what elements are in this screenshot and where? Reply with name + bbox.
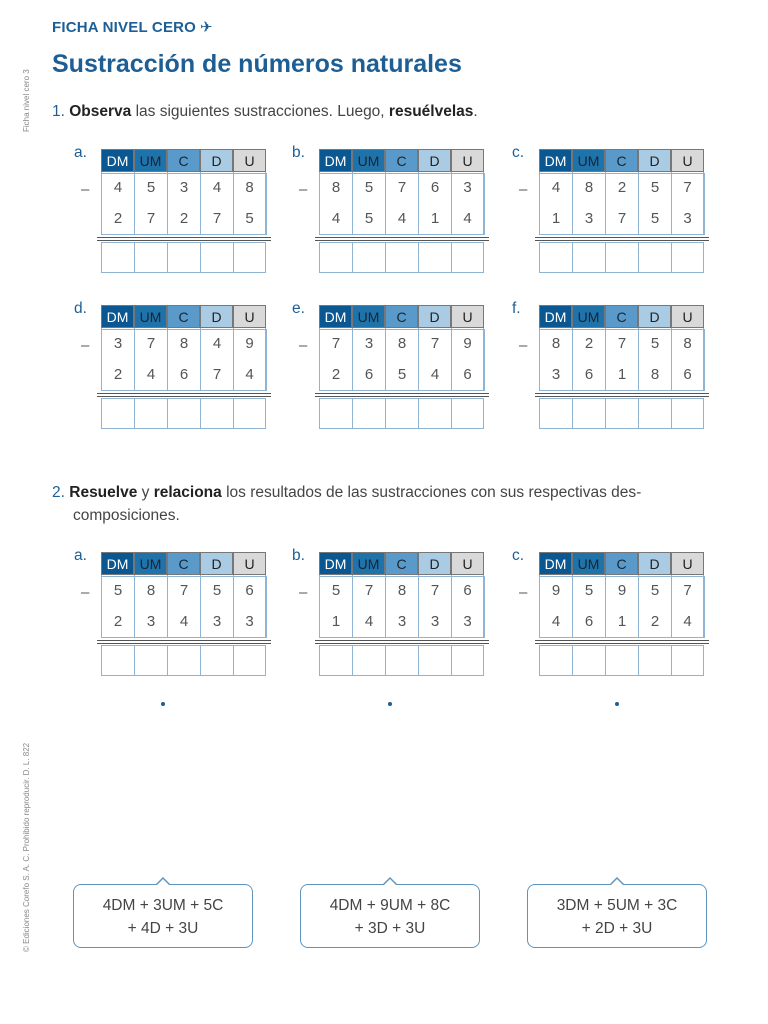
minus-sign: – [519, 584, 528, 601]
subtrahend-digit: 2 [319, 359, 352, 390]
minuend-digit: 3 [352, 328, 385, 359]
place-header-c: C [167, 552, 200, 575]
minus-sign: – [519, 337, 528, 354]
minus-sign: – [81, 584, 90, 601]
answer-cell[interactable] [352, 399, 385, 428]
minuend-digit: 3 [101, 328, 134, 359]
minuend-digit: 5 [572, 575, 605, 606]
exercise-letter: a. [74, 547, 87, 564]
place-header-d: D [418, 149, 451, 172]
place-header-u: U [233, 552, 266, 575]
q1-bold-2: resuélvelas [388, 103, 474, 120]
exercise-letter: e. [292, 300, 305, 317]
q2-text-1: y [137, 484, 154, 501]
place-header-um: UM [352, 552, 385, 575]
minuend-digit: 9 [233, 328, 266, 359]
place-header-dm: DM [101, 305, 134, 328]
answer-cell[interactable] [167, 243, 200, 272]
place-header-dm: DM [319, 305, 352, 328]
answer-cell[interactable] [539, 646, 572, 675]
minus-sign: – [81, 181, 90, 198]
place-header-u: U [671, 552, 704, 575]
question-number: 1. [52, 103, 65, 120]
answer-row [319, 398, 484, 429]
subtrahend-digit: 4 [352, 606, 385, 637]
match-dot-b[interactable] [388, 702, 392, 706]
decomposition-box[interactable] [300, 884, 480, 948]
answer-cell[interactable] [605, 646, 638, 675]
answer-cell[interactable] [671, 646, 704, 675]
subtrahend-digit: 7 [134, 203, 167, 234]
minuend-digit: 7 [319, 328, 352, 359]
minuend-digit: 8 [572, 172, 605, 203]
place-header-c: C [167, 149, 200, 172]
subtrahend-digit: 1 [319, 606, 352, 637]
result-line [535, 640, 709, 644]
answer-cell[interactable] [134, 243, 167, 272]
place-header-d: D [418, 552, 451, 575]
minuend-digit: 2 [605, 172, 638, 203]
answer-cell[interactable] [167, 399, 200, 428]
minuend-digit: 9 [539, 575, 572, 606]
place-header-um: UM [572, 149, 605, 172]
subtrahend-digit: 5 [233, 203, 266, 234]
answer-cell[interactable] [233, 646, 266, 675]
place-header-um: UM [572, 305, 605, 328]
subtrahend-digit: 5 [385, 359, 418, 390]
answer-cell[interactable] [539, 243, 572, 272]
subtrahend-digit: 3 [451, 606, 484, 637]
exercise-letter: f. [512, 300, 521, 317]
minuend-digit: 6 [418, 172, 451, 203]
subtrahend-digit: 2 [638, 606, 671, 637]
exercise-letter: c. [512, 547, 525, 564]
answer-cell[interactable] [385, 646, 418, 675]
subtrahend-digit: 2 [101, 203, 134, 234]
minuend-digit: 2 [572, 328, 605, 359]
answer-row [539, 398, 704, 429]
answer-row [539, 645, 704, 676]
place-header-dm: DM [319, 552, 352, 575]
place-header-c: C [385, 552, 418, 575]
minuend-digit: 4 [539, 172, 572, 203]
answer-cell[interactable] [638, 399, 671, 428]
minuend-digit: 7 [385, 172, 418, 203]
place-header-u: U [233, 149, 266, 172]
match-dot-a[interactable] [161, 702, 165, 706]
minuend-digit: 4 [200, 172, 233, 203]
place-header-d: D [418, 305, 451, 328]
answer-row [101, 645, 266, 676]
answer-cell[interactable] [539, 399, 572, 428]
place-header-um: UM [352, 149, 385, 172]
result-line [535, 237, 709, 241]
place-header-dm: DM [101, 552, 134, 575]
minuend-digit: 8 [233, 172, 266, 203]
answer-cell[interactable] [134, 646, 167, 675]
answer-cell[interactable] [233, 243, 266, 272]
answer-cell[interactable] [451, 646, 484, 675]
place-header-um: UM [572, 552, 605, 575]
answer-row [539, 242, 704, 273]
place-header-u: U [451, 552, 484, 575]
subtrahend-digit: 3 [233, 606, 266, 637]
subtrahend-digit: 6 [572, 606, 605, 637]
minuend-digit: 8 [539, 328, 572, 359]
match-dot-c[interactable] [615, 702, 619, 706]
q2-bold-1: Resuelve [69, 484, 138, 501]
subtrahend-digit: 7 [605, 203, 638, 234]
subtrahend-digit: 5 [352, 203, 385, 234]
minuend-digit: 5 [101, 575, 134, 606]
minuend-digit: 8 [385, 328, 418, 359]
minuend-digit: 6 [233, 575, 266, 606]
place-header-um: UM [134, 305, 167, 328]
minuend-digit: 5 [638, 328, 671, 359]
place-header-u: U [671, 305, 704, 328]
result-line [97, 393, 271, 397]
place-header-d: D [200, 149, 233, 172]
subtrahend-digit: 3 [385, 606, 418, 637]
decomposition-line: 4DM + 3UM + 5C [102, 897, 224, 914]
subtrahend-digit: 4 [134, 359, 167, 390]
minuend-digit: 5 [319, 575, 352, 606]
minuend-digit: 9 [451, 328, 484, 359]
q2-text-2: los resultados de las sustracciones con sus respectivas des- [221, 484, 642, 501]
subtrahend-digit: 8 [638, 359, 671, 390]
answer-cell[interactable] [572, 243, 605, 272]
paper-plane-icon: ✈ [200, 19, 213, 36]
minuend-digit: 3 [167, 172, 200, 203]
answer-cell[interactable] [418, 243, 451, 272]
worksheet-header [52, 18, 213, 36]
question-1 [52, 100, 732, 123]
answer-cell[interactable] [671, 243, 704, 272]
place-header-d: D [200, 552, 233, 575]
subtrahend-digit: 4 [385, 203, 418, 234]
minuend-digit: 7 [418, 328, 451, 359]
minuend-digit: 8 [167, 328, 200, 359]
question-2 [52, 481, 712, 527]
subtrahend-digit: 1 [605, 359, 638, 390]
minuend-digit: 7 [605, 328, 638, 359]
decomposition-line: + 4D + 3U [127, 920, 199, 937]
answer-cell[interactable] [167, 646, 200, 675]
place-header-dm: DM [539, 552, 572, 575]
minuend-digit: 7 [352, 575, 385, 606]
place-header-um: UM [134, 149, 167, 172]
decomposition-line: + 3D + 3U [354, 920, 426, 937]
subtrahend-digit: 4 [451, 203, 484, 234]
subtrahend-digit: 1 [605, 606, 638, 637]
copyright-text: © Ediciones Corefo S. A. C. Prohibido reproducir. D. L. 822 [22, 742, 31, 952]
minuend-digit: 7 [671, 575, 704, 606]
subtrahend-digit: 2 [101, 359, 134, 390]
subtrahend-digit: 3 [671, 203, 704, 234]
place-header-c: C [605, 305, 638, 328]
place-header-um: UM [352, 305, 385, 328]
decomposition-line: + 2D + 3U [581, 920, 653, 937]
subtrahend-digit: 3 [134, 606, 167, 637]
answer-cell[interactable] [418, 646, 451, 675]
answer-cell[interactable] [451, 399, 484, 428]
answer-cell[interactable] [319, 399, 352, 428]
subtrahend-digit: 5 [638, 203, 671, 234]
side-note-copyright [19, 700, 33, 952]
q1-bold-1: Observa [69, 103, 132, 120]
page-title: Sustracción de números naturales [52, 50, 462, 78]
minuend-digit: 4 [101, 172, 134, 203]
exercise-letter: c. [512, 144, 525, 161]
q1-text-1: las siguientes sustracciones. Luego, [131, 103, 389, 120]
subtrahend-digit: 6 [451, 359, 484, 390]
result-line [315, 640, 489, 644]
answer-cell[interactable] [352, 243, 385, 272]
place-header-u: U [233, 305, 266, 328]
place-header-d: D [638, 305, 671, 328]
subtrahend-digit: 4 [319, 203, 352, 234]
minuend-digit: 5 [638, 575, 671, 606]
side-note-top [19, 52, 33, 132]
answer-cell[interactable] [200, 399, 233, 428]
place-header-c: C [385, 305, 418, 328]
place-header-c: C [605, 149, 638, 172]
minus-sign: – [299, 337, 308, 354]
minuend-digit: 8 [134, 575, 167, 606]
answer-cell[interactable] [418, 399, 451, 428]
exercise-letter: b. [292, 547, 305, 564]
answer-cell[interactable] [671, 399, 704, 428]
subtrahend-digit: 4 [539, 606, 572, 637]
minus-sign: – [299, 584, 308, 601]
subtrahend-digit: 3 [572, 203, 605, 234]
subtrahend-digit: 6 [352, 359, 385, 390]
answer-cell[interactable] [200, 243, 233, 272]
place-header-u: U [451, 149, 484, 172]
answer-row [101, 398, 266, 429]
answer-row [319, 242, 484, 273]
answer-cell[interactable] [352, 646, 385, 675]
minuend-digit: 4 [200, 328, 233, 359]
subtrahend-digit: 2 [101, 606, 134, 637]
answer-cell[interactable] [638, 646, 671, 675]
place-header-dm: DM [539, 305, 572, 328]
answer-cell[interactable] [319, 243, 352, 272]
minuend-digit: 5 [352, 172, 385, 203]
subtrahend-digit: 7 [200, 359, 233, 390]
answer-cell[interactable] [101, 399, 134, 428]
place-header-c: C [605, 552, 638, 575]
header-label: FICHA NIVEL CERO [52, 19, 197, 36]
subtrahend-digit: 6 [572, 359, 605, 390]
minus-sign: – [299, 181, 308, 198]
answer-cell[interactable] [319, 646, 352, 675]
answer-cell[interactable] [385, 399, 418, 428]
subtrahend-digit: 1 [539, 203, 572, 234]
result-line [535, 393, 709, 397]
answer-cell[interactable] [572, 646, 605, 675]
place-header-dm: DM [319, 149, 352, 172]
place-header-u: U [451, 305, 484, 328]
subtrahend-digit: 6 [671, 359, 704, 390]
answer-cell[interactable] [572, 399, 605, 428]
answer-cell[interactable] [101, 243, 134, 272]
exercise-letter: d. [74, 300, 87, 317]
place-header-c: C [167, 305, 200, 328]
subtrahend-digit: 3 [539, 359, 572, 390]
result-line [97, 640, 271, 644]
place-header-dm: DM [539, 149, 572, 172]
exercise-letter: a. [74, 144, 87, 161]
decomposition-line: 4DM + 9UM + 8C [329, 897, 451, 914]
answer-cell[interactable] [101, 646, 134, 675]
answer-cell[interactable] [605, 399, 638, 428]
answer-cell[interactable] [451, 243, 484, 272]
minuend-digit: 6 [451, 575, 484, 606]
answer-row [101, 242, 266, 273]
q2-bold-2: relaciona [153, 484, 222, 501]
subtrahend-digit: 7 [200, 203, 233, 234]
place-header-u: U [671, 149, 704, 172]
minuend-digit: 5 [200, 575, 233, 606]
minuend-digit: 7 [418, 575, 451, 606]
minus-sign: – [81, 337, 90, 354]
answer-cell[interactable] [233, 399, 266, 428]
minuend-digit: 7 [671, 172, 704, 203]
minuend-digit: 5 [134, 172, 167, 203]
minus-sign: – [519, 181, 528, 198]
place-header-c: C [385, 149, 418, 172]
minuend-digit: 8 [319, 172, 352, 203]
subtrahend-digit: 4 [167, 606, 200, 637]
subtrahend-digit: 1 [418, 203, 451, 234]
minuend-digit: 3 [451, 172, 484, 203]
minuend-digit: 9 [605, 575, 638, 606]
subtrahend-digit: 2 [167, 203, 200, 234]
minuend-digit: 5 [638, 172, 671, 203]
place-header-dm: DM [101, 149, 134, 172]
answer-cell[interactable] [385, 243, 418, 272]
minuend-digit: 8 [671, 328, 704, 359]
minuend-digit: 8 [385, 575, 418, 606]
minuend-digit: 7 [167, 575, 200, 606]
answer-cell[interactable] [134, 399, 167, 428]
question-number: 2. [52, 484, 65, 501]
decomposition-box[interactable] [527, 884, 707, 948]
subtrahend-digit: 3 [200, 606, 233, 637]
result-line [97, 237, 271, 241]
decomposition-line: 3DM + 5UM + 3C [556, 897, 678, 914]
place-header-d: D [638, 149, 671, 172]
subtrahend-digit: 3 [418, 606, 451, 637]
side-note-top-text: Ficha nivel cero 3 [22, 69, 31, 132]
subtrahend-digit: 6 [167, 359, 200, 390]
subtrahend-digit: 4 [418, 359, 451, 390]
answer-cell[interactable] [638, 243, 671, 272]
place-header-um: UM [134, 552, 167, 575]
result-line [315, 237, 489, 241]
result-line [315, 393, 489, 397]
answer-cell[interactable] [605, 243, 638, 272]
place-header-d: D [638, 552, 671, 575]
place-header-d: D [200, 305, 233, 328]
answer-row [319, 645, 484, 676]
decomposition-box[interactable] [73, 884, 253, 948]
minuend-digit: 7 [134, 328, 167, 359]
q2-line-2: composiciones. [73, 507, 180, 524]
answer-cell[interactable] [200, 646, 233, 675]
q1-text-2: . [473, 103, 478, 120]
exercise-letter: b. [292, 144, 305, 161]
subtrahend-digit: 4 [233, 359, 266, 390]
subtrahend-digit: 4 [671, 606, 704, 637]
